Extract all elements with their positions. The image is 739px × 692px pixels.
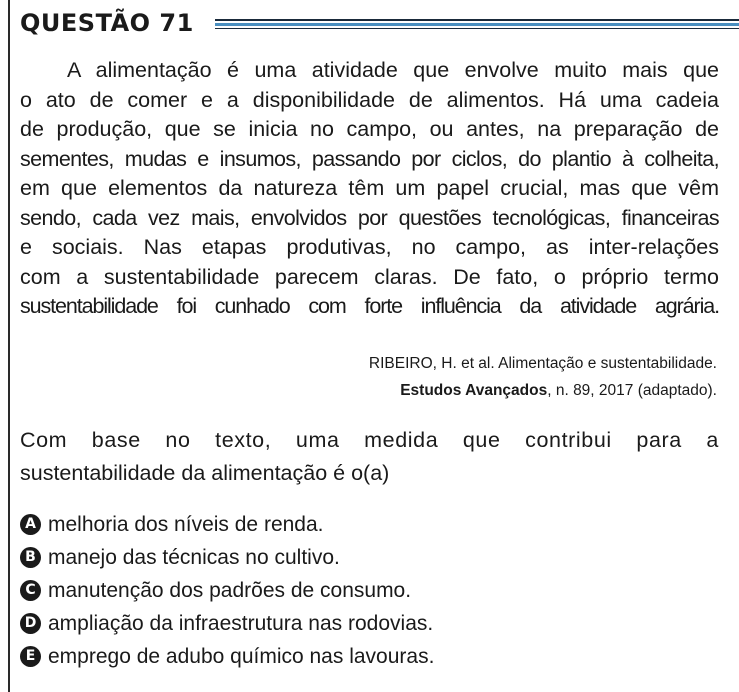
passage-line: A alimentação é uma atividade que envolve muito mais que <box>67 58 719 82</box>
citation-publication <box>20 377 717 404</box>
option-c-badge: C <box>20 580 41 601</box>
left-margin-rule <box>8 0 10 692</box>
passage-line: com a sustentabilidade parecem claras. De fato, o próprio termo <box>20 264 719 289</box>
answer-options <box>20 508 719 673</box>
passage-text <box>20 56 719 322</box>
citation-authors: RIBEIRO, H. et al. Alimentação e sustentabilidade. <box>368 355 717 372</box>
source-citation <box>20 350 717 404</box>
passage-line: de produção, que se inicia no campo, ou antes, na preparação de <box>20 117 719 141</box>
stem-line: Com base no texto, uma medida que contribui para a <box>20 428 719 452</box>
passage-line: o ato de comer e a disponibilidade de alimentos. Há uma cadeia <box>20 87 719 112</box>
option-d-text: ampliação da infraestrutura nas rodovias. <box>48 611 434 635</box>
question-title: QUESTÃO 71 <box>20 9 194 37</box>
stem-line: sustentabilidade da alimentação é o(a) <box>20 461 390 485</box>
option-a-text: melhoria dos níveis de renda. <box>48 512 324 536</box>
option-c-text: manutenção dos padrões de consumo. <box>48 578 412 602</box>
passage-line: em que elementos da natureza têm um papel crucial, mas que vêm <box>20 176 719 200</box>
option-d-badge: D <box>20 613 41 634</box>
header-divider-line-accent <box>215 23 739 26</box>
option-b[interactable] <box>20 541 719 574</box>
option-a-badge: A <box>20 514 41 535</box>
header-divider <box>215 19 739 29</box>
question-stem <box>20 424 719 490</box>
option-e-badge: E <box>20 646 41 667</box>
option-e[interactable] <box>20 640 719 673</box>
header-divider-line-top <box>215 19 739 21</box>
option-c[interactable] <box>20 574 719 607</box>
passage-line: e sociais. Nas etapas produtivas, no campo, as inter-relações <box>20 235 719 259</box>
option-d[interactable] <box>20 607 719 640</box>
question-header <box>20 8 720 42</box>
option-b-text: manejo das técnicas no cultivo. <box>48 545 340 569</box>
header-divider-line-bottom <box>215 28 739 29</box>
option-b-badge: B <box>20 547 41 568</box>
passage-line: sendo, cada vez mais, envolvidos por questões tecnológicas, financeiras <box>20 205 719 230</box>
citation-journal: Estudos Avançados <box>400 382 548 399</box>
citation-details: , n. 89, 2017 (adaptado). <box>547 382 717 399</box>
option-a[interactable] <box>20 508 719 541</box>
option-e-text: emprego de adubo químico nas lavouras. <box>48 644 435 668</box>
passage-line: sustentabilidade foi cunhado com forte influência da atividade agrária. <box>20 294 719 318</box>
passage-line: sementes, mudas e insumos, passando por ciclos, do plantio à colheita, <box>20 146 719 171</box>
